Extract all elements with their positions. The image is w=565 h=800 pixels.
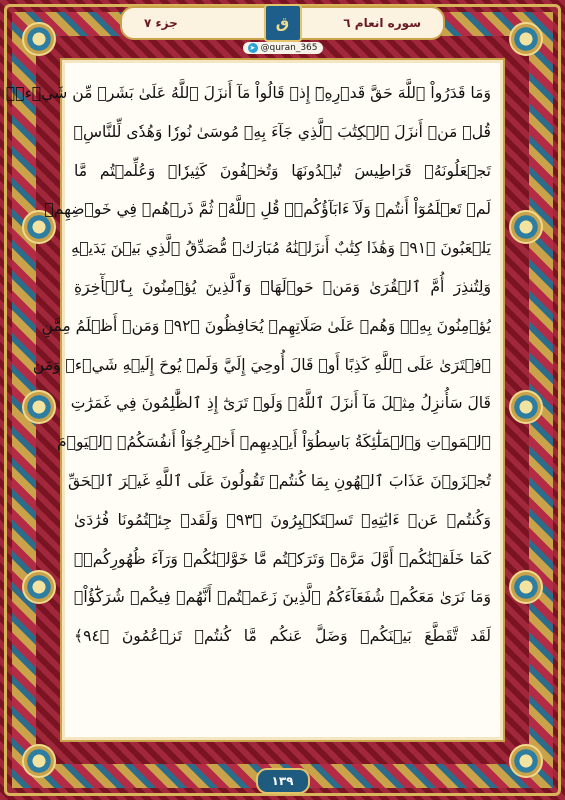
- verse-line: لَقَد تَّقَطَّعَ بَيۡنَكُمۡ وَضَلَّ عَنكُم مَّا كُنتُمۡ تَزۡعُمُونَ ﴿٩٤﴾: [74, 627, 491, 646]
- side-medallion-icon: [509, 210, 543, 244]
- emblem-icon: ق: [264, 4, 302, 42]
- juz-label: جزء ٧: [144, 16, 178, 30]
- verse-line: وَمَا نَرَىٰ مَعَكُمۡ شُفَعَآءَكُمُ ٱلَّذِينَ زَعَمۡتُمۡ أَنَّهُمۡ فِيكُمۡ شُرَكَٰٓؤُاْۚ: [74, 588, 491, 607]
- verse-line: تَجۡعَلُونَهُۥ قَرَاطِيسَ تُبۡدُونَهَا وَتُخۡفُونَ كَثِيرٗاۖ وَعُلِّمۡتُم مَّا: [74, 161, 491, 180]
- verse-line: يَلۡعَبُونَ ﴿٩١﴾ وَهَٰذَا كِتَٰبٌ أَنزَلۡنَٰهُ مُبَارَكٞ مُّصَدِّقُ ٱلَّذِي بَيۡنَ يَدَيۡهِ: [71, 239, 491, 258]
- corner-medallion-icon: [22, 744, 56, 778]
- verse-line: يُؤۡمِنُونَ بِهِۦۖ وَهُمۡ عَلَىٰ صَلَاتِهِمۡ يُحَافِظُونَ ﴿٩٢﴾ وَمَنۡ أَظۡلَمُ مِمَّنِ: [41, 316, 491, 335]
- verse-line: وَمَا قَدَرُواْ ٱللَّهَ حَقَّ قَدۡرِهِۦٓ إِذۡ قَالُواْ مَآ أَنزَلَ ٱللَّهُ عَلَىٰ بَشَرٖ مِّن شَيۡءٖۗ: [5, 84, 491, 102]
- corner-medallion-icon: [509, 22, 543, 56]
- verse-line: ٱلۡمَوۡتِ وَٱلۡمَلَٰٓئِكَةُ بَاسِطُوٓاْ أَيۡدِيهِمۡ أَخۡرِجُوٓاْ أَنفُسَكُمُۖ ٱلۡيَوۡمَ: [56, 433, 491, 452]
- side-medallion-icon: [22, 390, 56, 424]
- channel-handle[interactable]: [242, 42, 322, 54]
- verse-line: تُجۡزَوۡنَ عَذَابَ ٱلۡهُونِ بِمَا كُنتُمۡ تَقُولُونَ عَلَى ٱللَّهِ غَيۡرَ ٱلۡحَقِّ: [68, 471, 491, 490]
- corner-medallion-icon: [22, 22, 56, 56]
- verse-panel: [5, 58, 505, 742]
- telegram-icon: ➤: [247, 43, 257, 53]
- verse-line: وَلِتُنذِرَ أُمَّ ٱلۡقُرَىٰ وَمَنۡ حَوۡلَهَاۚ وَٱلَّذِينَ يُؤۡمِنُونَ بِٱلۡأٓخِرَةِ: [74, 277, 491, 296]
- verse-line: قُلۡ مَنۡ أَنزَلَ ٱلۡكِتَٰبَ ٱلَّذِي جَآءَ بِهِۦ مُوسَىٰ نُورٗا وَهُدٗى لِّلنَّاسِۖ: [73, 122, 491, 141]
- corner-medallion-icon: [509, 744, 543, 778]
- side-medallion-icon: [22, 570, 56, 604]
- verse-line: ٱفۡتَرَىٰ عَلَى ٱللَّهِ كَذِبًا أَوۡ قَالَ أُوحِيَ إِلَيَّ وَلَمۡ يُوحَ إِلَيۡهِ شَيۡءٞ وَمَن: [32, 355, 491, 374]
- verse-line: كَمَا خَلَقۡنَٰكُمۡ أَوَّلَ مَرَّةٖ وَتَرَكۡتُم مَّا خَوَّلۡنَٰكُمۡ وَرَآءَ ظُهُورِكُمۡۖ: [74, 549, 491, 568]
- handle-text: @quran_365: [260, 43, 318, 53]
- page-number: ١٣٩: [256, 768, 310, 794]
- surah-label: سوره انعام ٦: [343, 16, 421, 30]
- verse-line: لَمۡ تَعۡلَمُوٓاْ أَنتُمۡ وَلَآ ءَابَآؤُكُمۡۖ قُلِ ٱللَّهُۖ ثُمَّ ذَرۡهُمۡ فِي خَوۡضِهِمۡ: [44, 200, 491, 219]
- verse-line: وَكُنتُمۡ عَنۡ ءَايَٰتِهِۦ تَسۡتَكۡبِرُونَ ﴿٩٣﴾ وَلَقَدۡ جِئۡتُمُونَا فُرَٰدَىٰ: [74, 510, 491, 529]
- side-medallion-icon: [509, 570, 543, 604]
- verse-line: قَالَ سَأُنزِلُ مِثۡلَ مَآ أَنزَلَ ٱللَّهُۗ وَلَوۡ تَرَىٰٓ إِذِ ٱلظَّٰلِمُونَ فِي غَمَرَٰتِ: [70, 394, 491, 413]
- side-medallion-icon: [509, 390, 543, 424]
